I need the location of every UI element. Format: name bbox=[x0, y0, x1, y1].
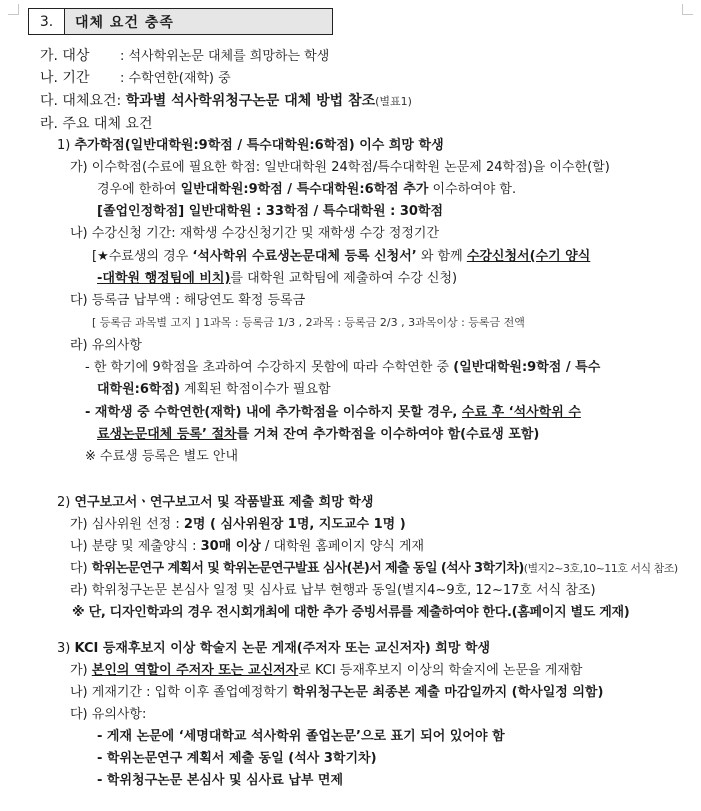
item3-na-label: 나) 게재기간 : 입학 이후 졸업예정학기 bbox=[70, 685, 293, 700]
section-header bbox=[28, 8, 333, 35]
item3-note1-tail: 으로 표기 되어 있어야 함 bbox=[360, 729, 505, 744]
item1-na-line2 bbox=[92, 248, 590, 266]
item3-note1-quote: ‘세명대학교 석사학위 졸업논문’ bbox=[178, 729, 361, 744]
item2-ra: 라) 학위청구논문 본심사 일정 및 심사료 납부 현행과 동일(별지4~9호, 12~17호 서식 참조) bbox=[70, 583, 596, 598]
item1-ra-line3 bbox=[85, 404, 581, 422]
item1-ga-tail: 이수하여야 함. bbox=[428, 182, 517, 197]
section-title: 대체 요건 충족 bbox=[65, 9, 332, 34]
item1-ra-line2 bbox=[97, 381, 331, 399]
item3-na bbox=[70, 684, 603, 702]
item3-note2: - 학위논문연구 계획서 제출 동일 (석사 3학기차) bbox=[97, 751, 377, 766]
item1-ga-bold: 일반대학원:9학점 / 특수대학원:6학점 추가 bbox=[180, 182, 429, 197]
section-number: 3. bbox=[29, 9, 65, 34]
item2-title: 연구보고서ㆍ연구보고서 및 작품발표 제출 희망 학생 bbox=[74, 495, 374, 510]
item1-na-submit: 를 대학원 교학팀에 제출하여 수강 신청) bbox=[230, 271, 458, 286]
item1-ra-under: 수료 후 ‘석사학위 수 bbox=[461, 405, 581, 420]
item3-da: 다) 유의사항: bbox=[70, 707, 147, 722]
item3-number: 3) bbox=[57, 641, 75, 656]
period-value: : 수학연한(재학) 중 bbox=[120, 71, 231, 86]
item2-ga-label: 가) 심사위원 선정 : bbox=[70, 517, 184, 532]
item2-na-value: 30매 이상 bbox=[200, 539, 261, 554]
design-dept-note: ※ 단, 디자인학과의 경우 전시회개최에 대한 추가 증빙서류를 제출하여야 한다.(홈페이지 별도 게재) bbox=[72, 605, 630, 620]
item3-note1 bbox=[97, 728, 505, 746]
item1-na-form2: 수강신청서(수기 양식 bbox=[466, 249, 591, 264]
item1-ra-line4 bbox=[97, 426, 539, 444]
target-value: : 석사학위논문 대체를 희망하는 학생 bbox=[120, 49, 330, 64]
item2-da-label: 다) bbox=[70, 561, 92, 576]
item1-na-mid: 와 함께 bbox=[416, 249, 467, 264]
item1-ra-text2: 계획된 학점이수가 필요함 bbox=[179, 382, 331, 397]
item2-na-tail: / 대학원 홈페이지 양식 게재 bbox=[260, 539, 425, 554]
item3-note3: - 학위청구논문 본심사 및 심사료 납부 면제 bbox=[97, 773, 344, 788]
item1-na-text: [★수료생의 경우 bbox=[92, 249, 193, 264]
item2-da bbox=[70, 560, 678, 578]
item2-na-label: 나) 분량 및 제출양식 : bbox=[70, 539, 201, 554]
item1-da-line1: 다) 등록금 납부액 : 해당연도 확정 등록금 bbox=[70, 293, 306, 308]
item1-ra-bold2: 대학원:6학점) bbox=[97, 382, 180, 397]
item3-ga-label: 가) bbox=[70, 663, 92, 678]
item1-ra-text: - 한 학기에 9학점을 초과하여 수강하지 못함에 따라 수학연한 중 bbox=[85, 360, 454, 375]
item1-ra-heading: 라) 유의사항 bbox=[70, 338, 142, 353]
item1-na-line3 bbox=[97, 270, 457, 288]
item1-ga-line2 bbox=[97, 181, 516, 199]
item1-ra-bold: (일반대학원:9학점 / 특수 bbox=[453, 360, 601, 375]
item2-ga-value: 2명 ( 심사위원장 1명, 지도교수 1명 ) bbox=[183, 517, 406, 532]
period-line bbox=[40, 69, 231, 88]
requirement-value: 학과별 석사학위청구논문 대체 방법 참조 bbox=[125, 93, 376, 109]
item1-number: 1) bbox=[57, 138, 75, 153]
tuition-notice: [ 등록금 과목별 고지 ] 1과목 : 등록금 1/3 , 2과목 : 등록금 2/3 , 3과목이상 : 등록금 전액 bbox=[92, 316, 525, 329]
item1-ra-line1 bbox=[85, 359, 600, 377]
item3-na-deadline: 학위청구논문 최종본 제출 마감일까지 (학사일정 의함) bbox=[292, 685, 604, 700]
item1-ra-text4: 를 거쳐 잔여 추가학점을 이수하여야 함(수료생 포함) bbox=[236, 427, 540, 442]
item3-title: KCI 등재후보지 이상 학술지 논문 게재(주저자 또는 교신저자) 희망 학생 bbox=[74, 641, 491, 656]
target-line bbox=[40, 47, 329, 66]
item1-ga-text: 경우에 한하여 bbox=[97, 182, 181, 197]
crop-mark-top-left bbox=[8, 4, 19, 15]
item2-na bbox=[70, 538, 424, 556]
item3-ga-role: 본인의 역할이 주저자 또는 교신저자 bbox=[91, 663, 299, 678]
crop-mark-top-right bbox=[682, 4, 693, 15]
item1-ra-under2: 료생논문대체 등록’ 절차 bbox=[97, 427, 237, 442]
item1-heading bbox=[57, 137, 444, 155]
item2-heading bbox=[57, 494, 373, 512]
item1-na-office: -대학원 행정팀에 비치) bbox=[97, 271, 231, 286]
graduation-credits: [졸업인정학점] 일반대학원 : 33학점 / 특수대학원 : 30학점 bbox=[97, 204, 444, 219]
item2-da-ref: (별지2~3호,10~11호 서식 참조) bbox=[523, 562, 678, 575]
item3-heading bbox=[57, 640, 490, 658]
completion-note: ※ 수료생 등록은 별도 안내 bbox=[85, 449, 239, 464]
item1-title: 추가학점(일반대학원:9학점 / 특수대학원:6학점) 이수 희망 학생 bbox=[74, 138, 444, 153]
item2-ga bbox=[70, 516, 406, 534]
item1-na-form: ‘석사학위 수료생논문대체 등록 신청서’ bbox=[192, 249, 417, 264]
main-requirements-heading: 라. 주요 대체 요건 bbox=[40, 116, 153, 132]
requirement-label: 다. 대체요건: bbox=[40, 93, 126, 109]
item1-ga-line1: 가) 이수학점(수료에 필요한 학점: 일반대학원 24학점/특수대학원 논문제 24학점)을 이수한(할) bbox=[70, 160, 610, 175]
item2-number: 2) bbox=[57, 495, 75, 510]
item3-note1-text: - 게재 논문에 bbox=[97, 729, 179, 744]
item2-da-value: 학위논문연구 계획서 및 학위논문연구발표 심사(본)서 제출 동일 (석사 3학기차) bbox=[91, 561, 524, 576]
item1-na-line1: 나) 수강신청 기간: 재학생 수강신청기간 및 재학생 수강 정정기간 bbox=[70, 226, 440, 241]
target-label: 가. 대상 bbox=[40, 48, 90, 64]
period-label: 나. 기간 bbox=[40, 70, 90, 86]
item3-ga-tail: 로 KCI 등재후보지 이상의 학술지에 논문을 게재함 bbox=[298, 663, 583, 678]
requirement-line bbox=[40, 92, 412, 111]
item3-ga bbox=[70, 662, 582, 680]
requirement-ref: (별표1) bbox=[375, 95, 412, 108]
item1-ra-text3: - 재학생 중 수학연한(재학) 내에 추가학점을 이수하지 못할 경우, bbox=[85, 405, 462, 420]
